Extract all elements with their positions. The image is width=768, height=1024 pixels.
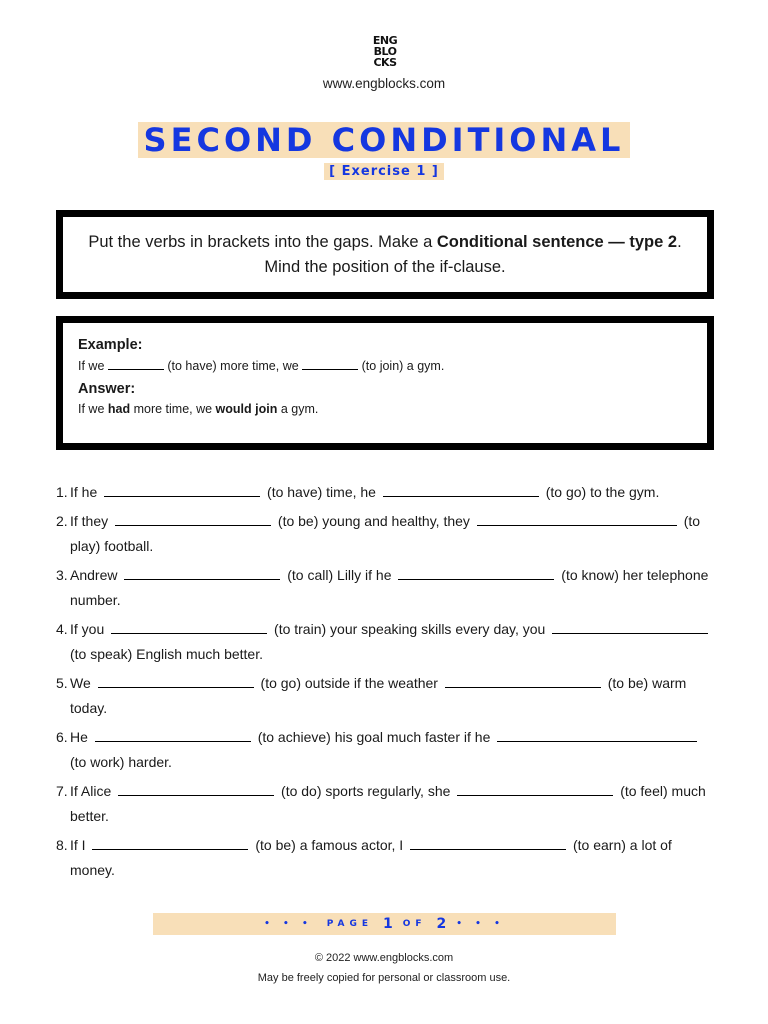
item-text-part: (to train) your speaking skills every day, you xyxy=(274,621,546,637)
answer-bold: had xyxy=(107,402,131,416)
exercise-item xyxy=(56,617,716,667)
instructions-part2: . Mind the position of the if-clause. xyxy=(264,232,682,276)
answer-gap[interactable] xyxy=(111,617,267,634)
answer-gap[interactable] xyxy=(477,509,677,526)
answer-text: If we xyxy=(78,402,108,416)
exercise-label: [ Exercise 1 ] xyxy=(324,163,444,180)
engblocks-logo xyxy=(369,35,401,68)
item-text-part: (to be) young and healthy, they xyxy=(277,513,470,529)
item-text-part: (to work) harder. xyxy=(70,754,172,770)
answer-gap[interactable] xyxy=(124,563,280,580)
instructions-part1: Put the verbs in brackets into the gaps. Make a xyxy=(88,232,437,251)
item-text-part: If you xyxy=(70,621,105,637)
answer-gap[interactable] xyxy=(115,509,271,526)
item-text-part: (to be) a famous actor, I xyxy=(255,837,404,853)
item-text-part: He xyxy=(70,729,88,745)
item-text-part: If I xyxy=(70,837,86,853)
exercise-item xyxy=(56,480,716,505)
logo-line: CKS xyxy=(373,56,397,69)
item-text-part: (to earn) a lot of money. xyxy=(70,837,672,878)
website-url: www.engblocks.com xyxy=(322,76,446,91)
decorative-dots: • • • xyxy=(264,919,313,929)
example-text: (to have) more time, we xyxy=(167,359,299,373)
logo-line: ENG xyxy=(372,34,398,47)
exercise-list xyxy=(56,480,716,887)
license-notice: May be freely copied for personal or classroom use. xyxy=(257,972,511,984)
answer-sentence xyxy=(78,402,692,416)
item-number: 4. xyxy=(56,621,68,637)
item-text xyxy=(70,563,716,613)
answer-gap[interactable] xyxy=(410,833,566,850)
answer-text: more time, we xyxy=(130,402,216,416)
exercise-item xyxy=(56,509,716,559)
item-number: 1. xyxy=(56,484,68,500)
answer-gap[interactable] xyxy=(552,617,708,634)
item-number: 2. xyxy=(56,513,68,529)
instructions-box xyxy=(56,210,714,299)
item-text-part: If they xyxy=(70,513,109,529)
example-box xyxy=(56,316,714,450)
answer-gap[interactable] xyxy=(118,779,274,796)
subtitle-container xyxy=(0,162,768,180)
answer-text: a gym. xyxy=(277,402,319,416)
answer-bold: would join xyxy=(215,402,278,416)
answer-gap[interactable] xyxy=(98,671,254,688)
exercise-item xyxy=(56,563,716,613)
item-text xyxy=(70,617,716,667)
instructions-text xyxy=(85,230,685,280)
item-text-part: (to have) time, he xyxy=(267,484,376,500)
answer-gap[interactable] xyxy=(497,725,697,742)
item-text xyxy=(70,480,716,505)
copyright-notice: © 2022 www.engblocks.com xyxy=(314,952,454,964)
answer-gap[interactable] xyxy=(92,833,248,850)
item-text-part: If Alice xyxy=(70,783,112,799)
answer-gap[interactable] xyxy=(95,725,251,742)
item-text-part: (to go) outside if the weather xyxy=(260,675,438,691)
item-text xyxy=(70,509,716,559)
of-label: OF xyxy=(402,919,427,929)
exercise-item xyxy=(56,779,716,829)
item-number: 7. xyxy=(56,783,68,799)
item-text-part: (to be) warm today. xyxy=(70,675,687,716)
item-text-part: (to speak) English much better. xyxy=(70,646,263,662)
item-text-part: (to call) Lilly if he xyxy=(287,567,392,583)
current-page: 1 xyxy=(382,916,393,932)
item-text-part: (to go) to the gym. xyxy=(545,484,660,500)
answer-gap[interactable] xyxy=(104,480,260,497)
item-text-part: (to do) sports regularly, she xyxy=(281,783,451,799)
item-text xyxy=(70,725,716,775)
answer-heading: Answer: xyxy=(78,381,136,397)
page-indicator xyxy=(153,913,616,935)
item-text-part: (to know) her telephone number. xyxy=(70,567,709,608)
example-text: (to join) a gym. xyxy=(361,359,445,373)
item-text-part: If he xyxy=(70,484,98,500)
item-text xyxy=(70,671,716,721)
logo-line: BLO xyxy=(373,45,397,58)
exercise-item xyxy=(56,725,716,775)
answer-gap[interactable] xyxy=(398,563,554,580)
example-blank xyxy=(302,358,358,370)
example-blank xyxy=(108,358,164,370)
item-text-part: (to feel) much better. xyxy=(70,783,706,824)
instructions-bold: Conditional sentence — type 2 xyxy=(436,232,678,251)
answer-gap[interactable] xyxy=(445,671,601,688)
item-number: 3. xyxy=(56,567,68,583)
item-text xyxy=(70,779,716,829)
item-text xyxy=(70,833,716,883)
exercise-item xyxy=(56,671,716,721)
exercise-item xyxy=(56,833,716,883)
item-text-part: (to achieve) his goal much faster if he xyxy=(257,729,491,745)
item-number: 5. xyxy=(56,675,68,691)
item-text-part: (to play) football. xyxy=(70,513,701,554)
example-sentence xyxy=(78,358,692,373)
example-heading: Example: xyxy=(78,337,143,353)
answer-gap[interactable] xyxy=(383,480,539,497)
decorative-dots: • • • xyxy=(456,919,505,929)
item-number: 8. xyxy=(56,837,68,853)
total-pages: 2 xyxy=(436,916,447,932)
page-label: PAGE xyxy=(326,919,373,929)
answer-gap[interactable] xyxy=(457,779,613,796)
item-text-part: Andrew xyxy=(70,567,118,583)
page-title: SECOND CONDITIONAL xyxy=(138,122,631,158)
item-number: 6. xyxy=(56,729,68,745)
item-text-part: We xyxy=(70,675,91,691)
title-container xyxy=(0,122,768,158)
example-text: If we xyxy=(78,359,105,373)
